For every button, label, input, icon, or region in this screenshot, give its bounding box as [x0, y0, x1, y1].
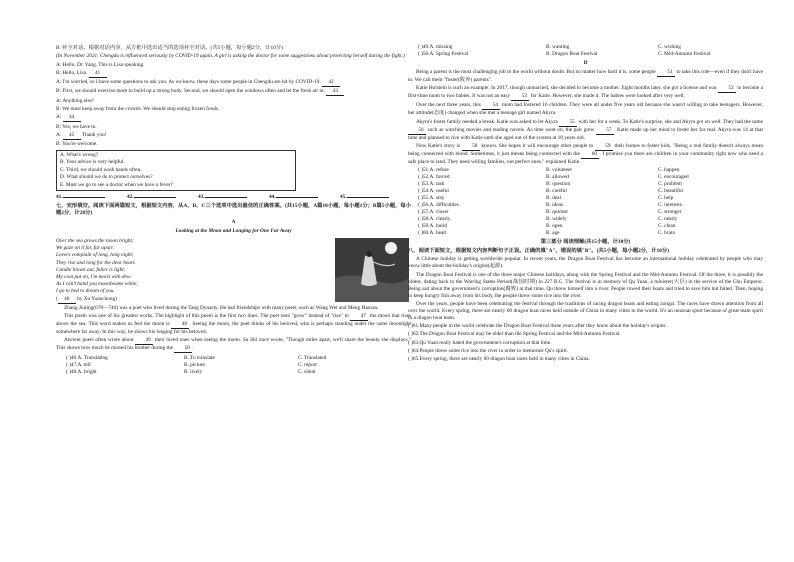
passage-b-paragraph: Akyra's foster family needed a break. Katie was asked to let Akyra 55 with her for a week. To Katie's surprise, she and Akyra got on well. They had the same 56 such as watching movies and reading novels. As time went on, the pair grew 57 . Katie made up her mind to foster her for real. Akyra was 14 at that time and planned to live with Katie until she aged out of the system at 18 years old.: [408, 118, 763, 141]
answer-blank[interactable]: 50: [174, 345, 192, 353]
answer-line[interactable]: [347, 197, 389, 198]
passage-b-paragraph: Over the next three years, this 54 mom had fostered 16 children. They were all under five years old because she wasn't willing to take teenagers. However, her attitude(态度) changed when she met a teenage girl named Akyra.: [408, 102, 763, 117]
dialogue-line: A: Anything else?: [56, 97, 95, 104]
passage-a-label: A: [231, 219, 236, 226]
passage-c-paragraph: The Dragon Boat Festival is one of the three major Chinese holidays, along with the Spring Festival and the Mid-Autumn Festival. Of the three, it is possibly the oldest, dating back to the Warring States Period(战国时期) in 227 B.C. The festival is in memory of Qu Yuan, a minister(大臣) in the service of the Chu Emperor. Being sad about the government's corruption(腐败) at that time, Qu threw himself into a river. People rowed their boats and tried to save him but failed. Then, hoping to keep hungry fish away from his body, the people threw some rice into the river.: [408, 271, 763, 299]
poem-title: Looking at the Moon and Longing for One Far Away: [175, 228, 292, 235]
part-b-intro: (In November 2021, Chengdu is influenced seriously by COVID-19 again. A girl is asking the doctor for some suggestions about protecting herself during the fight.): [56, 53, 405, 60]
answer-blank[interactable]: 48: [171, 321, 189, 329]
poem-block: [56, 238, 411, 296]
poem-line: As I can't hand you moonbeams white;: [56, 281, 139, 288]
option-row: ( )59.A. build B. open C. clean: [418, 223, 676, 230]
answer-blank[interactable]: 43: [326, 88, 344, 96]
answer-blank[interactable]: 45: [63, 132, 81, 140]
option-row: ( )51.A. refuse B. volunteer C. happen: [418, 167, 680, 174]
option-row: ( )56.A. difficulties B. ideas C. interests: [418, 202, 682, 209]
answer-blank[interactable]: 54: [482, 102, 500, 110]
answer-blank[interactable]: 42: [322, 79, 340, 87]
moon-illustration: [335, 238, 409, 302]
answer-num: 42.: [127, 194, 134, 201]
right-column: [408, 44, 763, 365]
option-row: ( )47.A. tell B. picture C. report: [66, 361, 317, 368]
passage-b-paragraph: Being a parent is the most challenging job in the world without doubt. But no matter how hard it is, some people 51 to take this role—even if they don't have to. We call them "foster(收养) parents".: [408, 68, 763, 83]
poem-line: Over the sea grows the moon bright;: [56, 238, 134, 245]
answer-num: 41.: [56, 194, 63, 201]
answer-blank[interactable]: 59: [595, 143, 613, 151]
option-row: ( )54.A. useful B. careful C. beautiful: [418, 188, 684, 195]
answer-line[interactable]: [134, 197, 176, 198]
poem-credit: ( 46 by Xu Yuanchong): [56, 295, 117, 302]
tf-item[interactable]: ( )62.The Dragon Boat Festival may be older than the Spring Festival and the Mid-Autumn Festival.: [408, 331, 621, 338]
answer-blank[interactable]: 53: [511, 93, 529, 101]
passage-a-paragraph: Ancient poets often wrote about 49 their loved ones when seeing the moon. Su Shi once wrote, "Though miles apart, we'll share the beauty she displays." This shows how much he missed his brother during the 50 .: [56, 337, 411, 352]
passage-a-paragraph: This poem was one of his greatest works. The highlight of this poem is the first two lines. The poet uses "grow" instead of "rise" to 47 the moon that rises above the sea. This word makes us feel the moon is 48 . Seeing the moon, the poet thinks of his beloved, who is perhaps standing under the same moonlight somewhere far away. In this way, he shows his longing for his beloved.: [56, 313, 412, 336]
poem-line: Candle blown out, fuller is light;: [56, 266, 126, 273]
dialogue-line: B: First, we should exercise more to build up a strong body. Second, we should open the windows often and let the fresh air in. 43: [56, 88, 411, 96]
answer-line[interactable]: [205, 197, 247, 198]
section-8-header: 八、阅读下面短文，根据短文内容判断句子正误。正确的填"A"，错误的填"B"。(共5小题，每小题2分，计10分): [408, 248, 670, 255]
poem-line: We gaze on it far, far apart.: [56, 245, 115, 252]
poem-line: They rise and long for the dear heart.: [56, 259, 136, 266]
option-row: ( )58.A. clearly B. widely C. nearly: [418, 216, 678, 223]
answer-line[interactable]: [276, 197, 318, 198]
option-row: ( )60.A. heart B. age C. brain: [418, 230, 676, 237]
tf-item[interactable]: ( )64.People threw some rice into the river in order to memorize Qu's spirit.: [408, 347, 568, 354]
passage-c-paragraph: A Chinese holiday is getting worldwide popular. In recent years, the Dragon Boat Festival has become an international holiday celebrated by people who may know little about the holiday's origins(起源).: [408, 256, 763, 270]
dialogue: [56, 62, 411, 149]
dialogue-line: A: 45 Thank you!: [56, 131, 107, 138]
answer-blank[interactable]: 46: [58, 296, 76, 304]
passage-a-paragraph: Zhang Jiuling(678—740) was a poet who lived during the Tang Dynasty. He had friendships with many poets, such as Wang Wei and Meng Haoran.: [64, 304, 379, 311]
answer-blank[interactable]: 55: [559, 119, 577, 127]
box-option: C. Third, we should wash hands often.: [60, 166, 142, 173]
answer-blank[interactable]: 52: [718, 85, 736, 93]
answer-blank[interactable]: 56: [408, 127, 426, 135]
tf-item[interactable]: ( )63.Qu Yuan really hated the government's corruption at that time.: [408, 339, 552, 346]
option-row: ( )49.A. missing B. wanting C. wishing: [418, 44, 681, 50]
part-3-title: 第三部分 阅读理解(共15小题，计30分): [540, 239, 631, 246]
dialogue-line: B: Yes, we have to.: [56, 123, 97, 130]
option-row: ( )53.A. task B. question C. problem: [418, 181, 682, 188]
option-row: ( )57.A. closer B. quicker C. stronger: [418, 209, 682, 216]
passage-c-paragraph: Over the years, people have been celebrating the festival through the traditions of racing dragon boats and eating zongzi. The races have drawn attention from all over the world. Every spring, there are nearly 60 dragon boat races held outside of China in many cities in the world. It's an unusual sport because of great team spirit in a dragon boat team.: [408, 300, 763, 321]
answer-blank[interactable]: 57: [596, 127, 614, 135]
answer-blank[interactable]: 60: [581, 151, 599, 159]
answer-line[interactable]: [63, 197, 105, 198]
passage-b-label: B: [583, 59, 588, 66]
box-option: D. What should we do to protect ourselves?: [60, 174, 153, 181]
box-option: A. What's wrong?: [60, 152, 99, 159]
answer-row: [56, 194, 411, 201]
poem-line: Lovers complain of long, long night;: [56, 252, 134, 259]
answer-num: 43.: [198, 194, 205, 201]
passage-b-options: [408, 167, 763, 237]
true-false-list: [408, 323, 763, 363]
dialogue-line: A: I'm worried, so I have some questions to ask you. As we know, these days some people in Chengdu are hit by COVID-19. 42: [56, 79, 411, 87]
answer-num: 44.: [269, 194, 276, 201]
option-row: ( )46.A. Translating B. To translate C. Translated: [66, 354, 327, 361]
option-row: ( )52.A. forced B. allowed C. encouraged: [418, 174, 689, 181]
section-7-header: 七、完形填空。阅读下面两篇短文，根据短文内容，从A、B、C三个选项中选出最佳的正确答案。(共15小题，A篇10小题，每小题1分；B篇5小题，每小题2分，计20分): [56, 203, 411, 217]
answer-blank[interactable]: 58: [462, 143, 480, 151]
answer-blank[interactable]: 41: [89, 70, 107, 78]
passage-b-paragraph: Katie Holstein is such an example. In 2017, though unmarried, she decided to become a mother. Eight months later, she got a license and was 52 to become a first-time mom to two babies. It was not an easy 53 for Katie. However, she made it. The babies were looked after very well.: [408, 85, 763, 100]
dialogue-line: B: Hello, Lisa. 41: [56, 70, 411, 78]
option-row: ( )48.A. bright B. lively C. silent: [66, 368, 316, 375]
answer-blank[interactable]: 47: [350, 313, 368, 321]
poem-line: I go to bed to dream of you.: [56, 288, 115, 295]
option-row: ( )55.A. stay B. deal C. help: [418, 195, 674, 202]
tf-item[interactable]: ( )61.Many people in the world celebrate the Dragon Boat Festival these years after they know about the holiday's origins.: [408, 323, 667, 330]
answer-blank[interactable]: 44: [63, 114, 81, 122]
dialogue-line: A: 44: [56, 114, 411, 122]
box-option: E. Must we go to see a doctor when we have a fever?: [60, 181, 173, 188]
answer-blank[interactable]: 51: [657, 69, 675, 77]
passage-b-paragraph: Now Katie's story is 58 known. She hopes it will encourage other people to 59 their homes to foster kids. "Being a real family doesn't always mean being connected with blood. Sometimes, it just means being connected with the 60 . I promise you there are children in your community right now who need a safe place to land. They need willing families, not perfect ones." explained Katie.: [408, 143, 764, 165]
box-option: B. Your advice is very helpful.: [60, 159, 125, 166]
dialogue-line: B: We must keep away from the crowds. We should stop eating frozen foods.: [56, 105, 220, 112]
answer-num: 45.: [340, 194, 347, 201]
dialogue-line: B: You're welcome.: [56, 141, 98, 148]
option-row: ( )50.A. Spring Festival B. Dragon Boat Festival C. Mid-Autumn Festival: [418, 50, 711, 57]
tf-item[interactable]: ( )65.Every spring, there are nearly 60 dragon boat races held in many cities in China.: [408, 356, 590, 363]
left-column: [56, 44, 411, 376]
options-box: [56, 150, 296, 191]
answer-blank[interactable]: 49: [135, 337, 153, 345]
poem-line: My coat put on, I'm moist with dew.: [56, 274, 132, 281]
dialogue-line: A: Hello, Dr. Yang. This is Lisa speaking.: [56, 61, 145, 68]
part-b-header: B. 补全对话。根据对话内容，从方框中选出适当的选项补全对话。(共5小题，每小题2分，计10分): [56, 45, 283, 51]
